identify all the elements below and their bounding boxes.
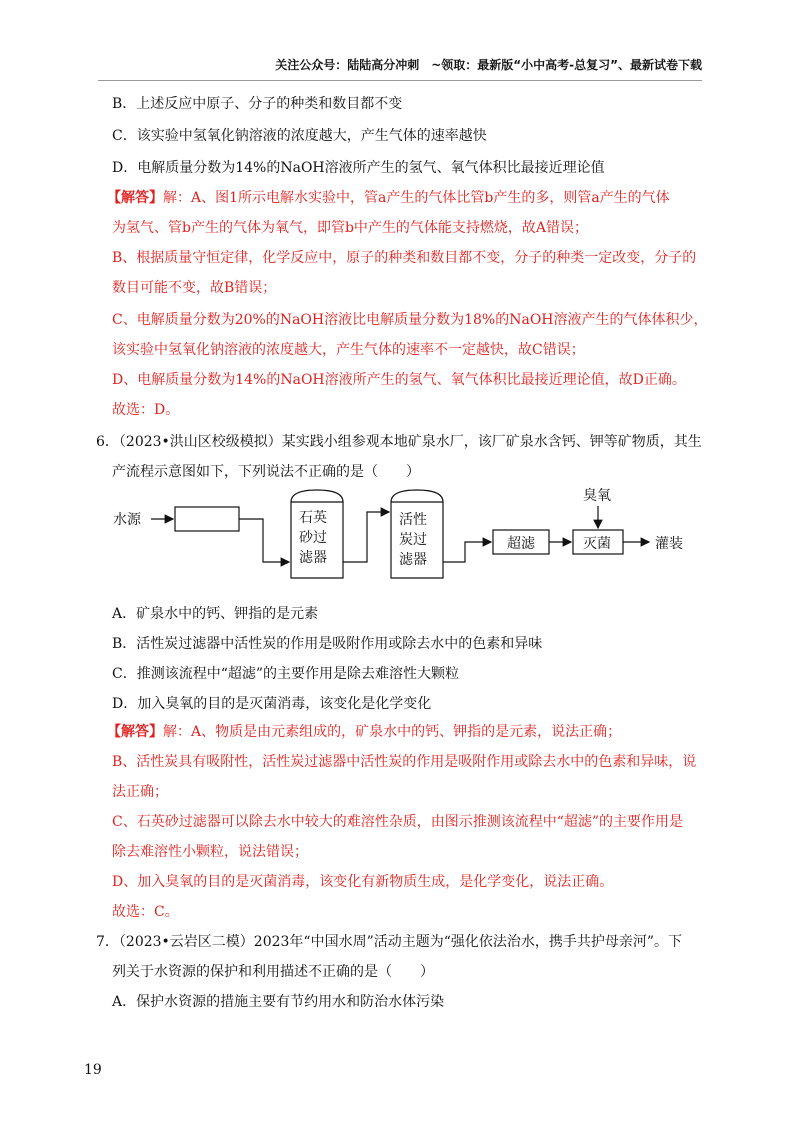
q5-answer-line-4: 数目可能不变，故B错误； [112,280,277,296]
page-header: 关注公众号：陆陆高分冲刺 ~领取：最新版“小中高考-总复习”、最新试卷下载 [275,58,702,72]
page-number: 19 [84,1062,102,1078]
q6-answer-line-3: 法正确； [112,784,168,800]
q5-answer-line-1 [107,188,670,208]
q7-stem-line-2: 列关于水资源的保护和利用描述不正确的是（ ） [112,964,434,980]
q6-option-a: A．矿泉水中的钙、钾指的是元素 [112,606,319,622]
q6-answer-line-2: B、活性炭具有吸附性，活性炭过滤器中活性炭的作用是吸附作用或除去水中的色素和异味，说 [112,754,697,770]
q5-answer-line-7: D、电解质量分数为14%的NaOH溶液所产生的氢气、氧气体积比最接近理论值，故D正确。 [112,372,686,388]
q6-answer-line-1 [107,722,621,742]
header-rule [98,80,702,81]
q6-option-b: B．活性炭过滤器中活性炭的作用是吸附作用或除去水中的色素和异味 [112,636,543,652]
output-label: 灌装 [655,536,683,552]
process-flow-diagram [105,482,705,592]
q6-stem-line-1: 6．（2023•洪山区校级模拟）某实践小组参观本地矿泉水厂，该厂矿泉水含钙、钾等矿物质，其生 [96,434,702,450]
q5-choice: 故选：D。 [112,402,180,418]
q6-answer-tag: 【解答】 [107,724,163,740]
carbon-filter-label-2: 炭过 [399,532,427,548]
q6-answer-text-1: 解：A、物质是由元素组成的，矿泉水中的钙、钾指的是元素，说法正确； [163,724,622,740]
quartz-filter-label-2: 砂过 [299,530,327,546]
q6-stem-line-2: 产流程示意图如下，下列说法不正确的是（ ） [112,464,420,480]
ultrafilter-label: 超滤 [507,536,535,552]
q5-answer-tag: 【解答】 [107,190,163,206]
q5-option-d: D．电解质量分数为14%的NaOH溶液所产生的氢气、氧气体积比最接近理论值 [112,160,605,176]
q5-answer-text-1: 解：A、图1所示电解水实验中，管a产生的气体比管b产生的多，则管a产生的气体 [163,190,670,206]
q5-option-b: B．上述反应中原子、分子的种类和数目都不变 [112,96,403,112]
q5-answer-line-3: B、根据质量守恒定律，化学反应中，原子的种类和数目都不变，分子的种类一定改变，分子的 [112,250,697,266]
q5-option-c: C．该实验中氢氧化钠溶液的浓度越大，产生气体的速率越快 [112,128,487,144]
carbon-filter-label-3: 滤器 [399,552,427,568]
sterilize-label: 灭菌 [583,536,611,552]
q6-answer-line-4: C、石英砂过滤器可以除去水中较大的难溶性杂质，由图示推测该流程中“超滤”的主要作用是 [112,814,684,830]
q5-answer-line-6: 该实验中氢氧化钠溶液的浓度越大，产生气体的速率不一定越快，故C错误； [112,342,585,358]
q7-stem-line-1: 7．（2023•云岩区二模）2023年“中国水周”活动主题为“强化依法治水，携手共护母亲河”。下 [96,934,683,950]
q7-option-a: A．保护水资源的措施主要有节约用水和防治水体污染 [112,994,445,1010]
quartz-filter-label-3: 滤器 [299,550,327,566]
q5-answer-line-5: C、电解质量分数为20%的NaOH溶液比电解质量分数为18%的NaOH溶液产生的气体体积少， [112,312,708,328]
quartz-filter-label-1: 石英 [299,510,327,526]
q6-choice: 故选：C。 [112,904,179,920]
q6-answer-line-6: D、加入臭氧的目的是灭菌消毒，该变化有新物质生成，是化学变化，说法正确。 [112,874,614,890]
empty-process-box [175,507,239,531]
q5-answer-line-2: 为氢气、管b产生的气体为氧气，即管b中产生的气体能支持燃烧，故A错误； [112,220,589,236]
carbon-filter-label-1: 活性 [399,512,427,528]
ozone-label: 臭氧 [583,488,611,504]
q6-answer-line-5: 除去难溶性小颗粒，说法错误； [112,844,308,860]
q6-option-c: C．推测该流程中“超滤”的主要作用是除去难溶性大颗粒 [112,666,460,682]
q6-option-d: D．加入臭氧的目的是灭菌消毒，该变化是化学变化 [112,696,432,712]
diagram-source-label: 水源 [113,512,141,528]
